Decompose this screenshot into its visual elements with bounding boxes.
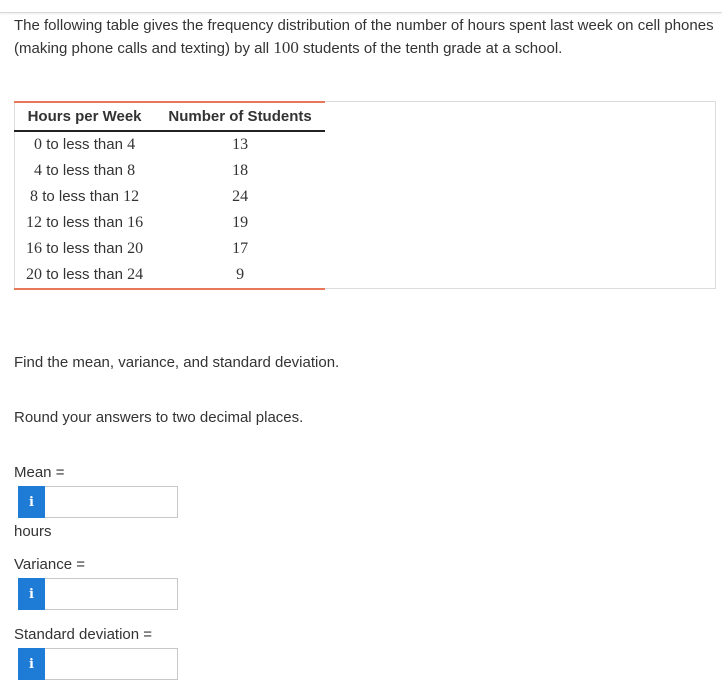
variance-info-icon[interactable]: i [18,578,45,610]
hours-class-cell [14,131,155,158]
student-count: 100 [273,38,299,57]
header-number-of-students: Number of Students [155,102,325,131]
class-connector: to less than [46,214,123,231]
table-row [14,184,325,210]
hours-class-cell [14,236,155,262]
class-lower-bound: 8 [30,188,39,205]
standard-deviation-input[interactable] [45,648,178,680]
variance-answer-row [18,578,178,610]
intro-text-end: students of the tenth grade at a school. [298,40,563,57]
student-count-cell: 13 [232,136,249,153]
class-upper-bound: 24 [127,266,144,283]
class-upper-bound: 16 [127,214,144,231]
class-upper-bound: 20 [127,240,144,257]
header-hours-per-week: Hours per Week [14,102,155,131]
instruction-round: Round your answers to two decimal places. [14,409,304,426]
student-count-cell: 24 [232,188,249,205]
class-connector: to less than [46,240,123,257]
class-upper-bound: 12 [123,188,140,205]
class-lower-bound: 12 [26,214,43,231]
class-lower-bound: 4 [34,162,43,179]
hours-class-cell [14,262,155,289]
standard-deviation-info-icon[interactable]: i [18,648,45,680]
table-row [14,131,325,158]
table-row [14,210,325,236]
variance-label: Variance = [14,556,86,573]
student-count-cell: 17 [232,240,249,257]
class-connector: to less than [46,162,123,179]
hours-class-cell [14,184,155,210]
top-divider [0,0,722,13]
variance-input[interactable] [45,578,178,610]
instruction-find: Find the mean, variance, and standard deviation. [14,354,340,371]
standard-deviation-label: Standard deviation = [14,626,153,643]
student-count-cell: 19 [232,214,249,231]
mean-info-icon[interactable]: i [18,486,45,518]
hours-class-cell [14,158,155,184]
class-upper-bound: 4 [127,136,136,153]
intro-text-start: The following table gives the frequency distribution of the number of hours spent last week on cell phones (making phone calls and texting) by all [14,17,714,57]
class-lower-bound: 16 [26,240,43,257]
frequency-table [14,101,325,290]
standard-deviation-answer-row [18,648,178,680]
hours-class-cell [14,210,155,236]
class-connector: to less than [42,188,119,205]
student-count-cell: 18 [232,162,249,179]
table-row [14,262,325,289]
class-lower-bound: 0 [34,136,43,153]
mean-input[interactable] [45,486,178,518]
student-count-cell: 9 [236,266,245,283]
table-row [14,158,325,184]
mean-unit-label: hours [14,523,52,540]
class-lower-bound: 20 [26,266,43,283]
table-header-row [14,102,325,131]
mean-answer-row [18,486,178,518]
problem-statement [14,15,714,60]
class-connector: to less than [46,266,123,283]
mean-label: Mean = [14,464,65,481]
class-connector: to less than [46,136,123,153]
class-upper-bound: 8 [127,162,136,179]
table-row [14,236,325,262]
